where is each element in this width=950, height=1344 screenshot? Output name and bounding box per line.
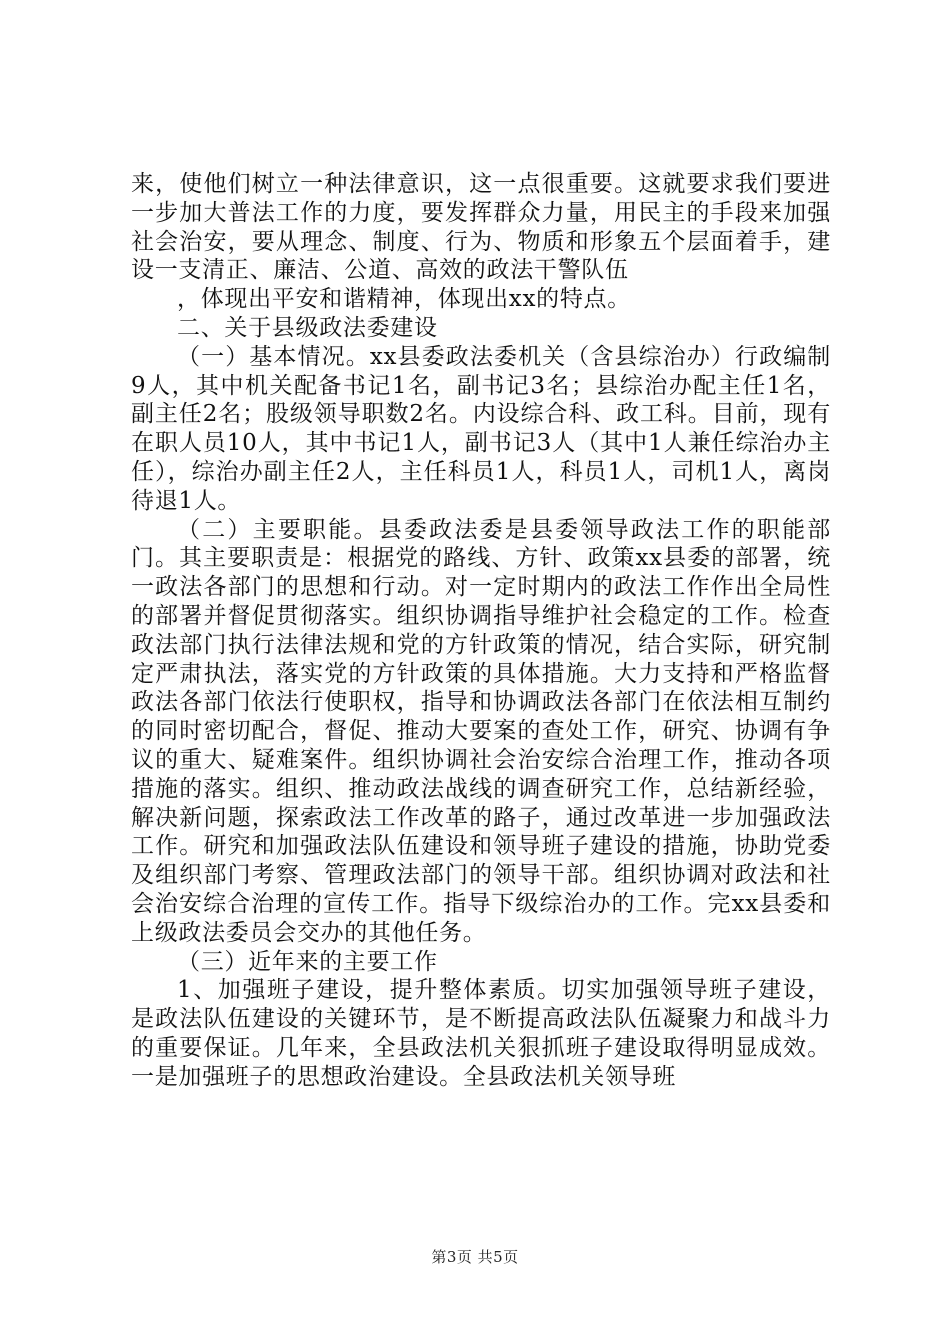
document-body [131,170,831,1092]
page-footer: 第3页 共5页 [431,1248,519,1266]
paragraph-main-functions: （二）主要职能。县委政法委是县委领导政法工作的职能部门。其主要职责是：根据党的路线、方针、政策xx县委的部署，统一政法各部门的思想和行动。对一定时期内的政法工作作出全局性的部署并督促贯彻落实。组织协调指导维护社会稳定的工作。检查政法部门执行法律法规和党的方针政策的情况，结合实际，研究制定严肃执法，落实党的方针政策的具体措施。大力支持和严格监督政法各部门依法行使职权，指导和协调政法各部门在依法相互制约的同时密切配合，督促、推动大要案的查处工作，研究、协调有争议的重大、疑难案件。组织协调社会治安综合治理工作，推动各项措施的落实。组织、推动政法战线的调查研究工作，总结新经验，解决新问题，探索政法工作改革的路子，通过改革进一步加强政法工作。研究和加强政法队伍建设和领导班子建设的措施，协助党委及组织部门考察、管理政法部门的领导干部。组织协调对政法和社会治安综合治理的宣传工作。指导下级综治办的工作。完xx县委和上级政法委员会交办的其他任务。 [131,516,831,946]
paragraph-basic-situation: （一）基本情况。xx县委政法委机关（含县综治办）行政编制9人，其中机关配备书记1名，副书记3名；县综治办配主任1名，副主任2名；股级领导职数2名。内设综合科、政工科。目前，现有在职人员10人，其中书记1人，副书记3人（其中1人兼任综治办主任），综治办副主任2人，主任科员1人，科员1人，司机1人，离岗待退1人。 [131,343,831,514]
subsection-heading: （三）近年来的主要工作 [177,948,438,975]
paragraph-continuation-end: ，体现出平安和谐精神，体现出xx的特点。 [177,286,631,313]
paragraph-team-building: 1、加强班子建设，提升整体素质。切实加强领导班子建设，是政法队伍建设的关键环节，是不断提高政法队伍凝聚力和战斗力的重要保证。几年来，全县政法机关狠抓班子建设取得明显成效。一是加强班子的思想政治建设。全县政法机关领导班 [131,977,831,1090]
section-heading: 二、关于县级政法委建设 [177,314,438,341]
paragraph-continuation: 来，使他们树立一种法律意识，这一点很重要。这就要求我们要进一步加大普法工作的力度，要发挥群众力量，用民主的手段来加强社会治安，要从理念、制度、行为、物质和形象五个层面着手，建设一支清正、廉洁、公道、高效的政法干警队伍 [131,171,831,284]
